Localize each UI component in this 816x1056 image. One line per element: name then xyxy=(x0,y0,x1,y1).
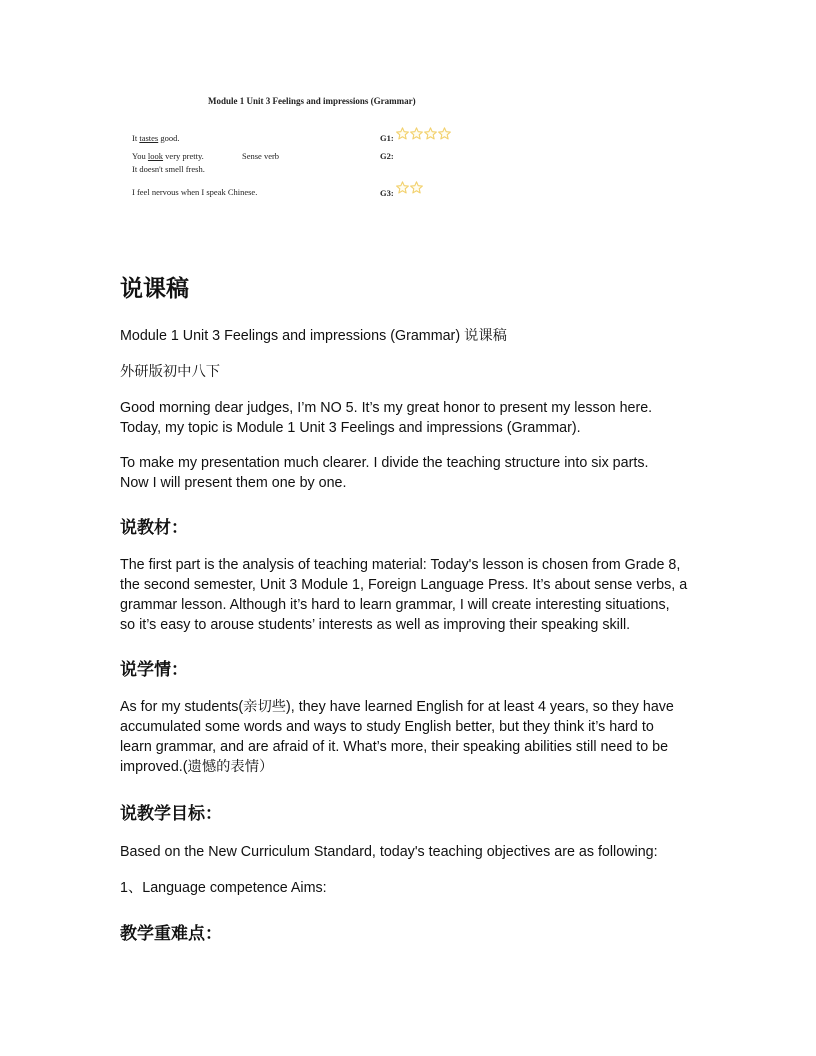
rating-star-icon xyxy=(410,127,423,140)
textbook-edition: 外研版初中八下 xyxy=(120,364,221,380)
material-line: so it’s easy to arouse students’ interests as well as improving their speaking skill. xyxy=(120,617,631,633)
lesson-slide-figure xyxy=(0,0,816,210)
example-2-pre: You xyxy=(132,151,148,161)
group-1-label: G1: xyxy=(380,133,394,143)
group-3-stars xyxy=(396,181,423,194)
intro-line: Today, my topic is Module 1 Unit 3 Feelings and impressions (Grammar). xyxy=(120,420,581,436)
heading-key-points: 教学重难点： xyxy=(120,924,222,943)
heading-student-analysis: 说学情： xyxy=(120,660,188,679)
example-1-pre: It xyxy=(132,133,140,143)
material-line: the second semester, Unit 3 Module 1, Foreign Language Press. It’s about sense verbs, a xyxy=(120,577,688,593)
structure-paragraph xyxy=(120,453,700,493)
example-2-verb: look xyxy=(147,151,164,161)
material-line: grammar lesson. Although it’s hard to learn grammar, I will create interesting situations, xyxy=(120,597,670,613)
rating-star-icon xyxy=(424,127,437,140)
example-1-verb: tastes xyxy=(139,133,159,143)
students-line: As for my students(亲切些), they have learned English for at least 4 years, so they have xyxy=(120,699,674,715)
rating-star-icon xyxy=(410,181,423,194)
rating-star-icon xyxy=(396,127,409,140)
document-title: 说课稿 xyxy=(120,275,189,301)
figure-example-2 xyxy=(132,151,204,161)
heading-teaching-material: 说教材： xyxy=(120,518,188,537)
material-paragraph xyxy=(120,555,700,635)
group-2-label: G2: xyxy=(380,151,394,161)
group-3-label: G3: xyxy=(380,188,394,198)
structure-line: Now I will present them one by one. xyxy=(120,475,347,491)
rating-star-icon xyxy=(438,127,451,140)
objectives-paragraph: Based on the New Curriculum Standard, today's teaching objectives are as following: xyxy=(120,844,658,860)
figure-example-4: I feel nervous when I speak Chinese. xyxy=(132,187,258,197)
group-1-stars xyxy=(396,127,451,140)
students-line: accumulated some words and ways to study English better, but they think it’s hard to xyxy=(120,719,654,735)
example-2-post: very pretty. xyxy=(163,151,204,161)
aim-1: 1、Language competence Aims: xyxy=(120,880,327,896)
sense-verb-label: Sense verb xyxy=(242,151,280,161)
students-line: improved.(遗憾的表情） xyxy=(120,759,274,775)
heading-teaching-objectives: 说教学目标： xyxy=(120,804,222,823)
figure-title: Module 1 Unit 3 Feelings and impressions (Grammar) xyxy=(208,96,416,106)
intro-line: Good morning dear judges, I’m NO 5. It’s my great honor to present my lesson here. xyxy=(120,400,653,416)
intro-paragraph xyxy=(120,398,700,438)
students-paragraph xyxy=(120,697,700,777)
example-1-post: good. xyxy=(158,133,180,143)
document-subtitle: Module 1 Unit 3 Feelings and impressions (Grammar) 说课稿 xyxy=(120,328,507,344)
structure-line: To make my presentation much clearer. I divide the teaching structure into six parts. xyxy=(120,455,649,471)
material-line: The first part is the analysis of teaching material: Today's lesson is chosen from Grade 8, xyxy=(120,557,681,573)
rating-star-icon xyxy=(396,181,409,194)
figure-example-3: It doesn't smell fresh. xyxy=(132,164,205,174)
students-line: learn grammar, and are afraid of it. What’s more, their speaking abilities still need to be xyxy=(120,739,669,755)
figure-example-1 xyxy=(132,133,179,143)
